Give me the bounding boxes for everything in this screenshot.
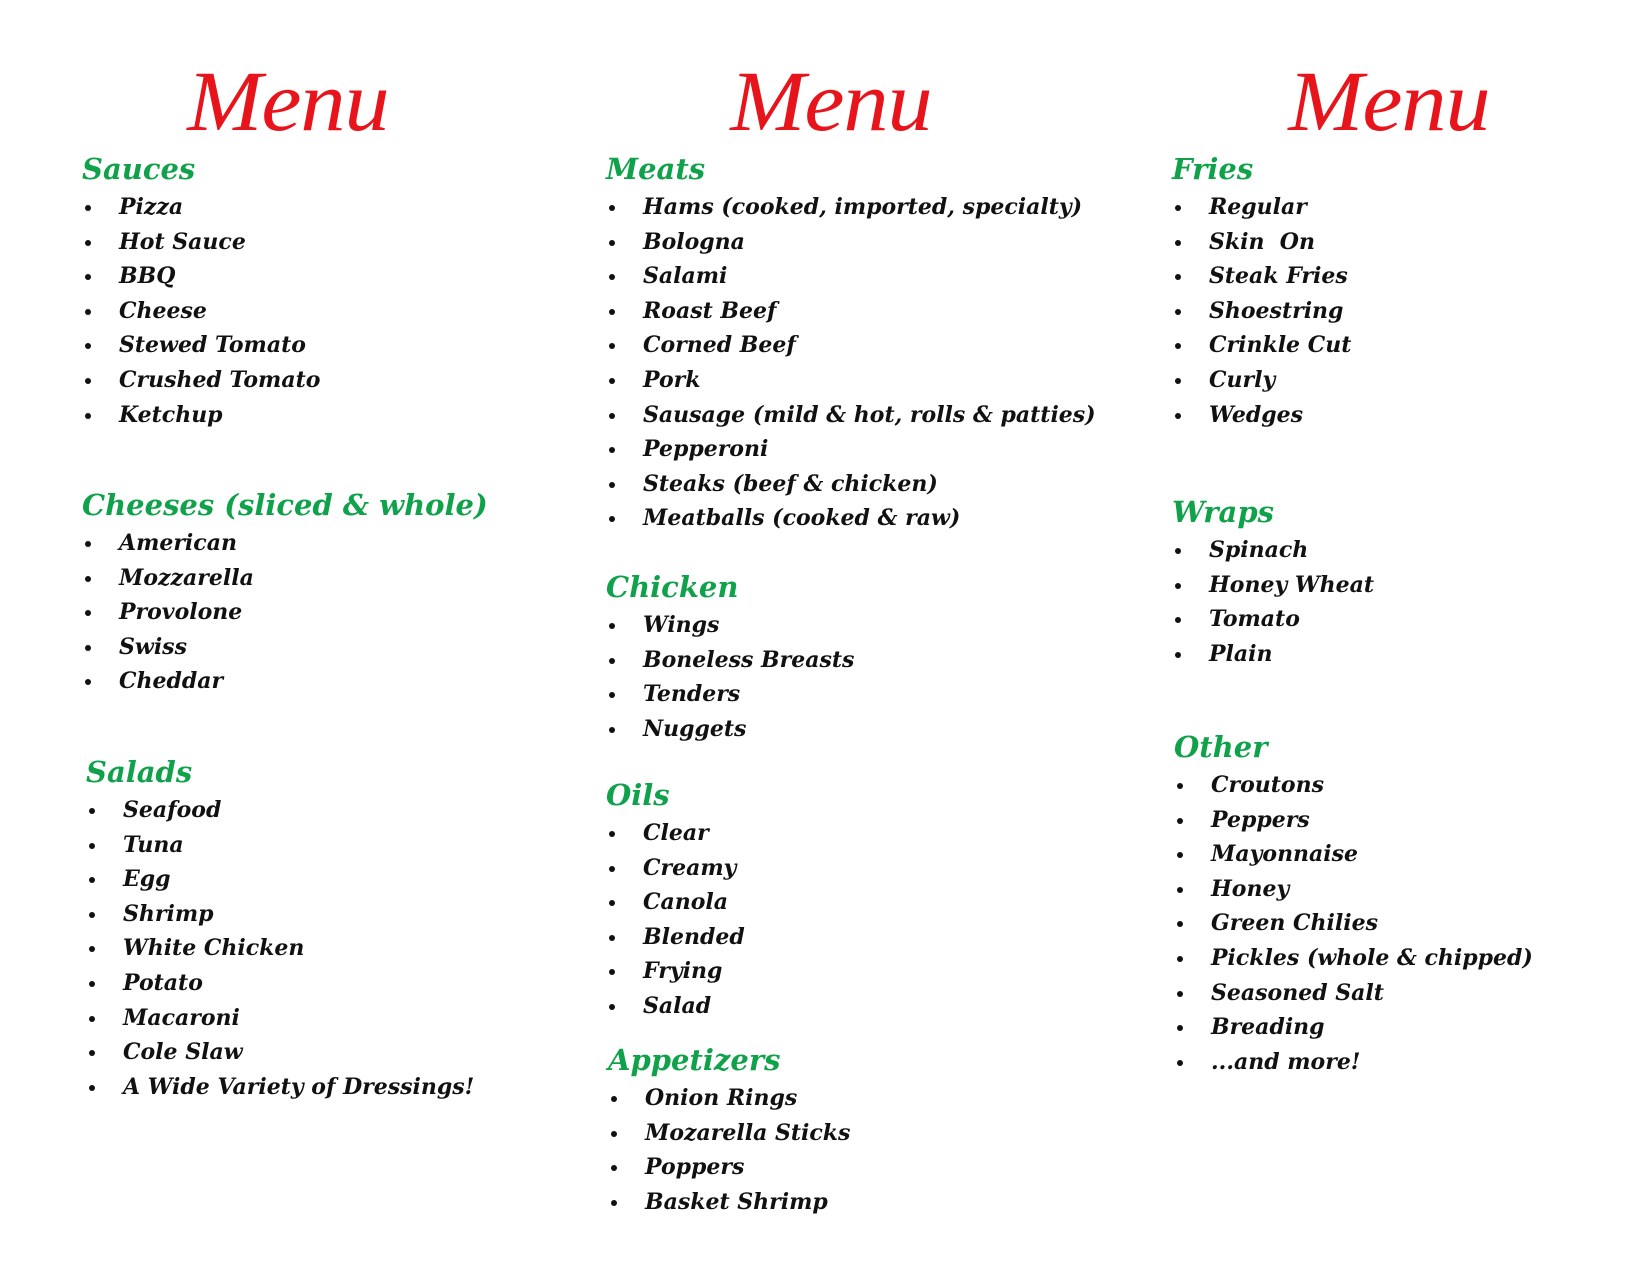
section-wraps bbox=[1172, 495, 1374, 673]
section-oils bbox=[606, 778, 745, 1026]
list-item: Egg bbox=[86, 864, 474, 899]
list-item: Wings bbox=[606, 610, 854, 645]
list-item: Regular bbox=[1172, 192, 1351, 227]
list-item: Steak Fries bbox=[1172, 261, 1351, 296]
list-item: Boneless Breasts bbox=[606, 645, 854, 680]
list-item: Meatballs (cooked & raw) bbox=[606, 503, 1096, 538]
list-item: Stewed Tomato bbox=[82, 330, 320, 365]
list-item: Creamy bbox=[606, 853, 745, 888]
item-list bbox=[1172, 535, 1374, 673]
section-heading: Chicken bbox=[606, 570, 739, 604]
item-list bbox=[1174, 770, 1533, 1081]
list-item: Swiss bbox=[82, 632, 488, 667]
list-item: Pickles (whole & chipped) bbox=[1174, 943, 1533, 978]
list-item: Salami bbox=[606, 261, 1096, 296]
section-heading: Meats bbox=[606, 152, 706, 186]
list-item: Breading bbox=[1174, 1012, 1533, 1047]
item-list bbox=[608, 1083, 850, 1221]
section-heading: Appetizers bbox=[608, 1043, 781, 1077]
item-list bbox=[82, 528, 488, 701]
list-item: Onion Rings bbox=[608, 1083, 850, 1118]
section-heading: Sauces bbox=[82, 152, 196, 186]
item-list bbox=[1172, 192, 1351, 434]
list-item: Green Chilies bbox=[1174, 908, 1533, 943]
list-item: Macaroni bbox=[86, 1003, 474, 1038]
list-item: Curly bbox=[1172, 365, 1351, 400]
list-item: Mozzarella bbox=[82, 563, 488, 598]
section-heading: Wraps bbox=[1172, 495, 1274, 529]
list-item: Mayonnaise bbox=[1174, 839, 1533, 874]
list-item: Seafood bbox=[86, 795, 474, 830]
section-cheeses bbox=[82, 488, 488, 701]
item-list bbox=[606, 192, 1096, 538]
list-item: Pork bbox=[606, 365, 1096, 400]
list-item: Pepperoni bbox=[606, 434, 1096, 469]
menu-title: Menu bbox=[1288, 53, 1490, 149]
list-item: Potato bbox=[86, 968, 474, 1003]
list-item: Basket Shrimp bbox=[608, 1187, 850, 1222]
list-item: Peppers bbox=[1174, 805, 1533, 840]
list-item: American bbox=[82, 528, 488, 563]
list-item: Tomato bbox=[1172, 604, 1374, 639]
list-item: Pizza bbox=[82, 192, 320, 227]
list-item: Hams (cooked, imported, specialty) bbox=[606, 192, 1096, 227]
section-other bbox=[1174, 730, 1533, 1081]
section-appetizers bbox=[608, 1043, 850, 1221]
list-item: Seasoned Salt bbox=[1174, 978, 1533, 1013]
item-list bbox=[86, 795, 474, 1106]
list-item: Blended bbox=[606, 922, 745, 957]
list-item: A Wide Variety of Dressings! bbox=[86, 1072, 474, 1107]
section-heading: Fries bbox=[1172, 152, 1254, 186]
list-item: Salad bbox=[606, 991, 745, 1026]
list-item: Skin On bbox=[1172, 227, 1351, 262]
list-item: Honey bbox=[1174, 874, 1533, 909]
section-heading: Other bbox=[1174, 730, 1268, 764]
menu-title: Menu bbox=[730, 53, 932, 149]
list-item: Crinkle Cut bbox=[1172, 330, 1351, 365]
list-item: Tuna bbox=[86, 830, 474, 865]
menu-title: Menu bbox=[187, 53, 389, 149]
section-heading: Salads bbox=[86, 755, 193, 789]
item-list bbox=[606, 818, 745, 1026]
list-item: Tenders bbox=[606, 679, 854, 714]
list-item: Hot Sauce bbox=[82, 227, 320, 262]
list-item: Bologna bbox=[606, 227, 1096, 262]
list-item: Cheddar bbox=[82, 666, 488, 701]
list-item: Steaks (beef & chicken) bbox=[606, 469, 1096, 504]
list-item: Plain bbox=[1172, 639, 1374, 674]
section-heading: Oils bbox=[606, 778, 670, 812]
section-meats bbox=[606, 152, 1096, 538]
list-item: Spinach bbox=[1172, 535, 1374, 570]
list-item: Nuggets bbox=[606, 714, 854, 749]
section-heading: Cheeses (sliced & whole) bbox=[82, 488, 488, 522]
list-item: Cheese bbox=[82, 296, 320, 331]
list-item: Croutons bbox=[1174, 770, 1533, 805]
section-salads bbox=[86, 755, 474, 1106]
list-item: Ketchup bbox=[82, 400, 320, 435]
list-item: Poppers bbox=[608, 1152, 850, 1187]
list-item: Provolone bbox=[82, 597, 488, 632]
list-item: White Chicken bbox=[86, 933, 474, 968]
list-item: Shoestring bbox=[1172, 296, 1351, 331]
list-item: Sausage (mild & hot, rolls & patties) bbox=[606, 400, 1096, 435]
section-chicken bbox=[606, 570, 854, 748]
list-item: Honey Wheat bbox=[1172, 570, 1374, 605]
list-item: Corned Beef bbox=[606, 330, 1096, 365]
section-sauces bbox=[82, 152, 320, 434]
list-item: Crushed Tomato bbox=[82, 365, 320, 400]
list-item: Clear bbox=[606, 818, 745, 853]
section-fries bbox=[1172, 152, 1351, 434]
list-item: Roast Beef bbox=[606, 296, 1096, 331]
list-item: Frying bbox=[606, 956, 745, 991]
list-item: BBQ bbox=[82, 261, 320, 296]
list-item: Wedges bbox=[1172, 400, 1351, 435]
list-item: Cole Slaw bbox=[86, 1037, 474, 1072]
list-item: ...and more! bbox=[1174, 1047, 1533, 1082]
list-item: Shrimp bbox=[86, 899, 474, 934]
item-list bbox=[82, 192, 320, 434]
item-list bbox=[606, 610, 854, 748]
list-item: Canola bbox=[606, 887, 745, 922]
list-item: Mozarella Sticks bbox=[608, 1118, 850, 1153]
